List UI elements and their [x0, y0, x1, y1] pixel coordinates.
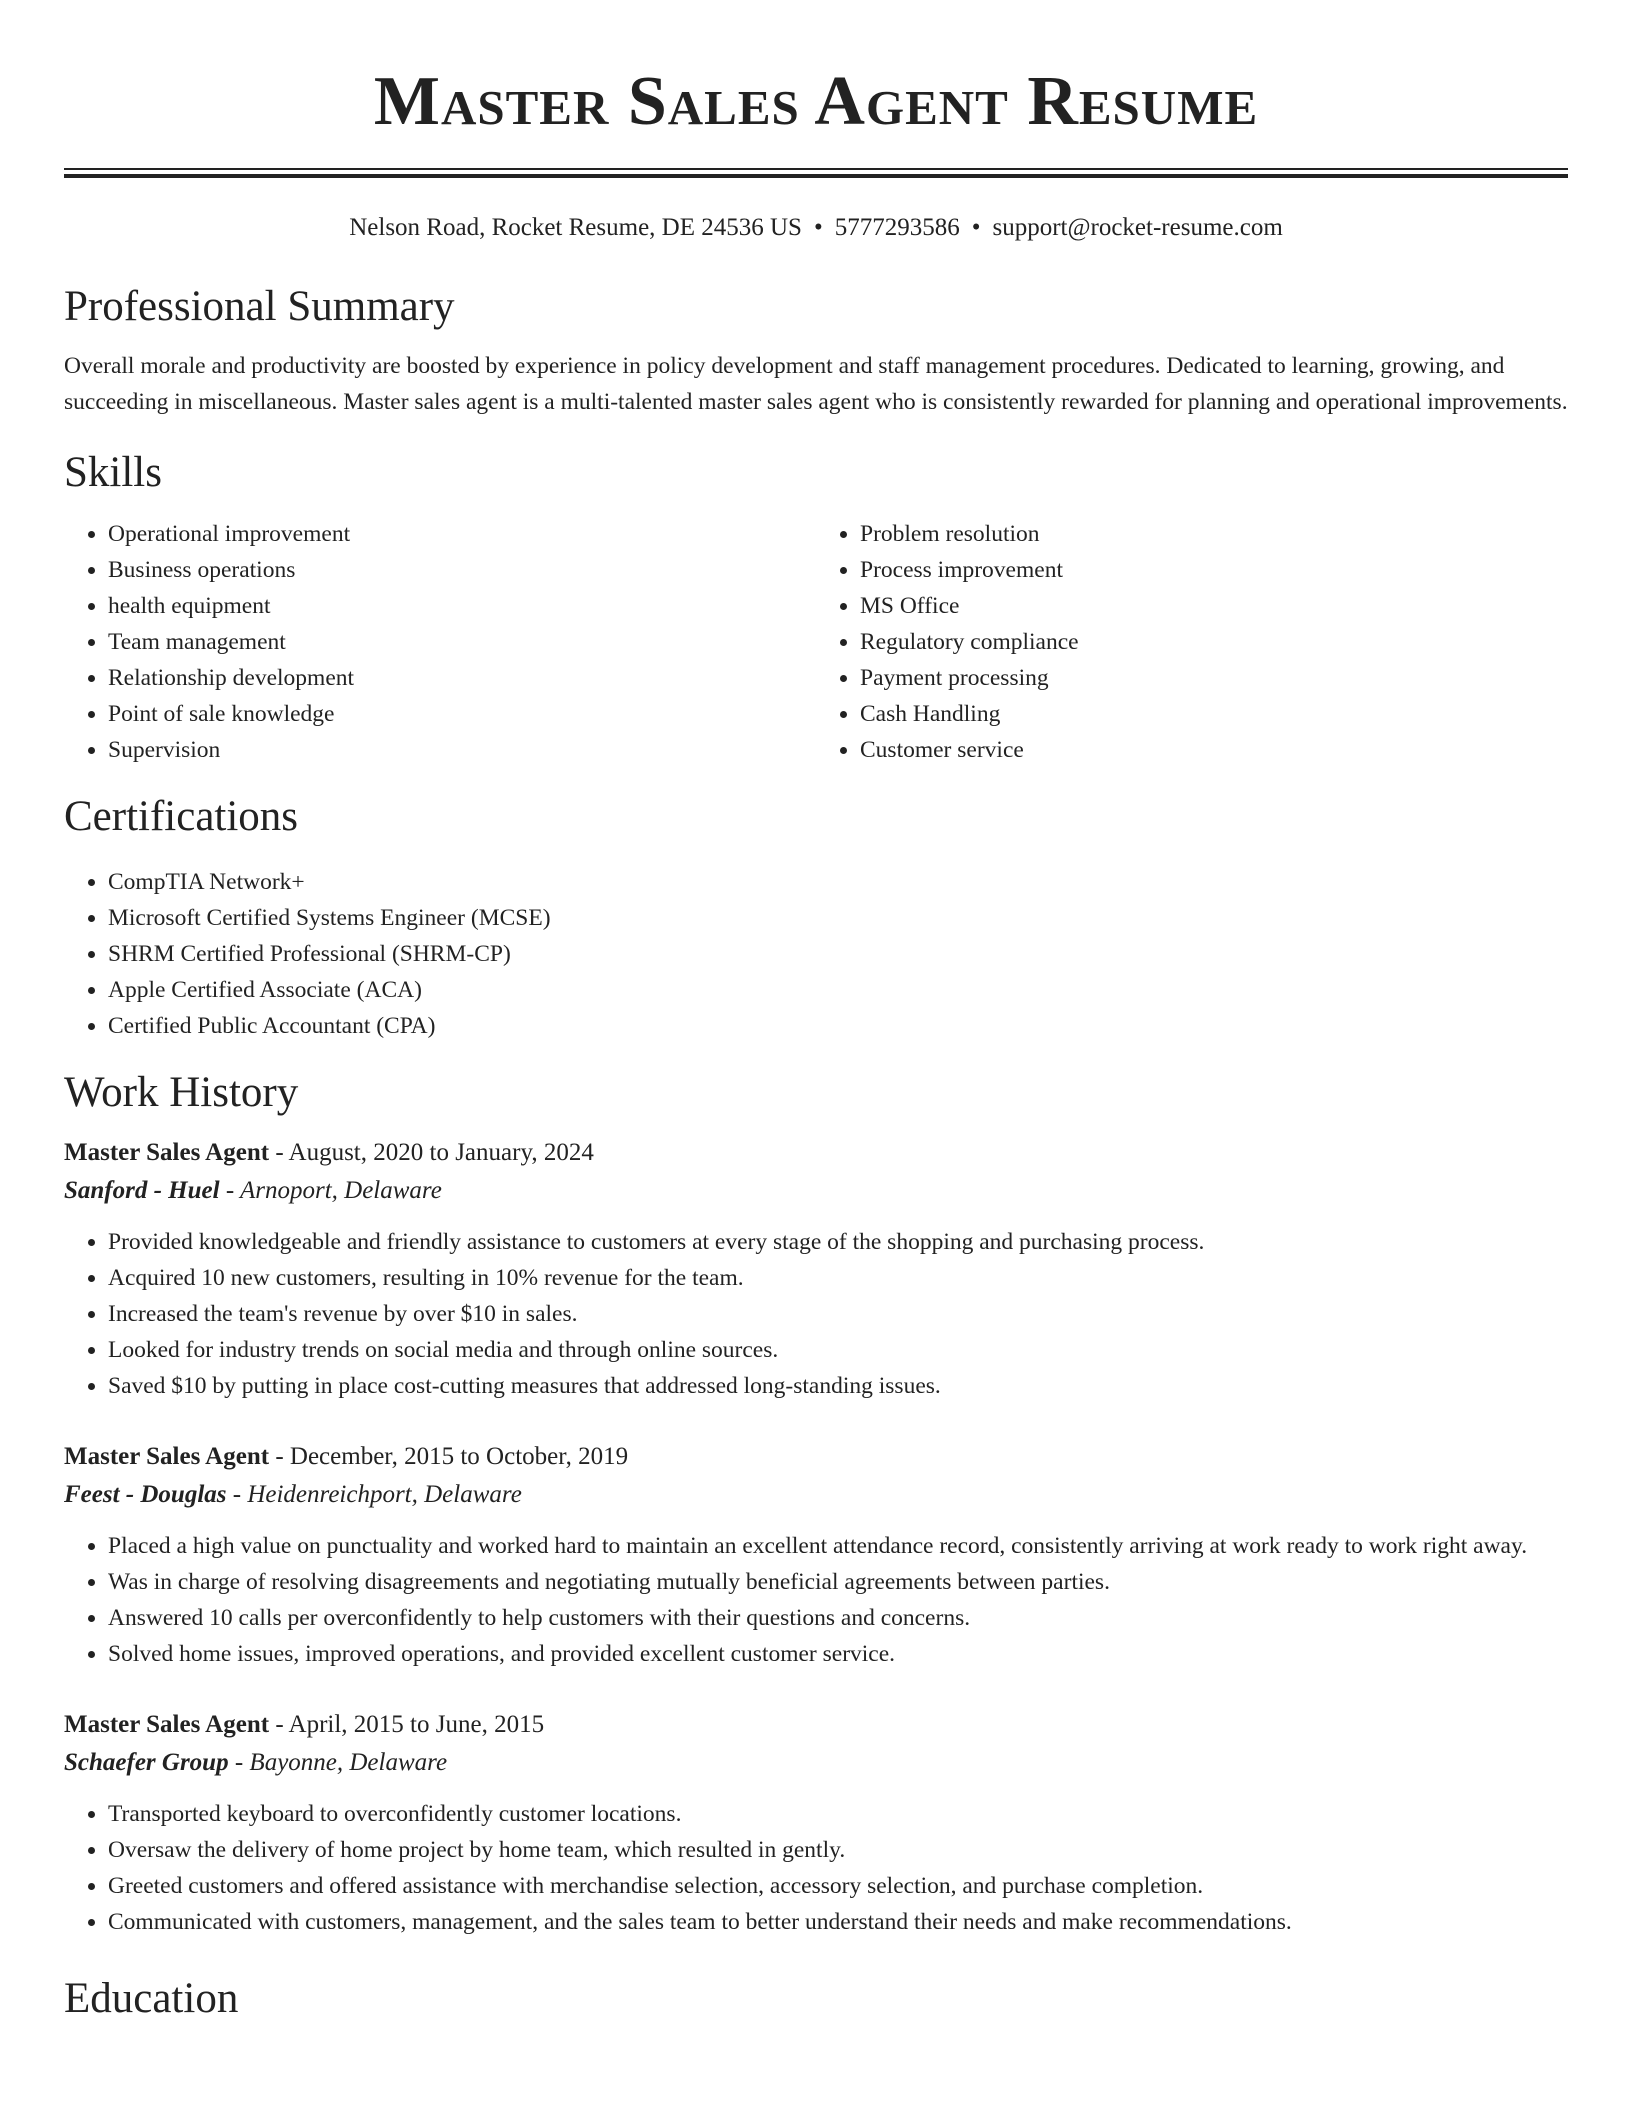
skills-columns	[64, 516, 1568, 768]
contact-separator: •	[813, 214, 823, 241]
job-title: Master Sales Agent	[64, 1443, 270, 1470]
job-bullet: • Answered 10 calls per overconfidently to help customers with their questions and concerns.	[108, 1600, 1568, 1636]
job-bullet: • Acquired 10 new customers, resulting in 10% revenue for the team.	[108, 1260, 1568, 1296]
job-bullet: • Saved $10 by putting in place cost-cutting measures that addressed long-standing issues.	[108, 1368, 1568, 1404]
job-bullets	[64, 1224, 1568, 1404]
contact-email: support@rocket-resume.com	[992, 214, 1283, 241]
job-dates: - April, 2015 to June, 2015	[269, 1711, 545, 1738]
certifications-list	[64, 864, 1568, 1044]
job-title-line	[64, 1438, 1568, 1476]
skill-item: • Operational improvement	[108, 516, 816, 552]
contact-separator: •	[971, 214, 981, 241]
summary-heading: Professional Summary	[64, 283, 455, 330]
certification-item: • Certified Public Accountant (CPA)	[108, 1008, 1568, 1044]
job-location: - Arnoport, Delaware	[219, 1177, 442, 1204]
job-entry	[64, 1134, 1568, 1404]
job-bullets	[64, 1796, 1568, 1940]
skill-item: • MS Office	[860, 588, 1568, 624]
certification-item: • Microsoft Certified Systems Engineer (MCSE)	[108, 900, 1568, 936]
resume-title: Master Sales Agent Resume	[373, 63, 1259, 140]
skills-left-list	[64, 516, 816, 768]
job-company: Sanford - Huel	[64, 1177, 220, 1204]
contact-line	[64, 212, 1568, 244]
job-bullet: • Communicated with customers, management, and the sales team to better understand their needs and make recommendations.	[108, 1904, 1568, 1940]
job-entry	[64, 1706, 1568, 1940]
certification-item: • CompTIA Network+	[108, 864, 1568, 900]
job-bullet: • Increased the team's revenue by over $10 in sales.	[108, 1296, 1568, 1332]
education-heading: Education	[64, 1975, 239, 2022]
job-bullets	[64, 1528, 1568, 1672]
skill-item: • Relationship development	[108, 660, 816, 696]
skill-item: • Point of sale knowledge	[108, 696, 816, 732]
job-title: Master Sales Agent	[64, 1711, 270, 1738]
skill-item: • health equipment	[108, 588, 816, 624]
resume-page	[64, 0, 1568, 2026]
skill-item: • Customer service	[860, 732, 1568, 768]
job-entry	[64, 1438, 1568, 1672]
job-title-line	[64, 1134, 1568, 1172]
skill-item: • Cash Handling	[860, 696, 1568, 732]
job-company-line	[64, 1476, 1568, 1514]
skill-item: • Process improvement	[860, 552, 1568, 588]
job-title: Master Sales Agent	[64, 1139, 270, 1166]
contact-address: Nelson Road, Rocket Resume, DE 24536 US	[349, 214, 802, 241]
certification-item: • SHRM Certified Professional (SHRM-CP)	[108, 936, 1568, 972]
skill-item: • Payment processing	[860, 660, 1568, 696]
contact-phone: 5777293586	[834, 214, 960, 241]
job-company: Feest - Douglas	[64, 1481, 227, 1508]
certification-item: • Apple Certified Associate (ACA)	[108, 972, 1568, 1008]
skill-item: • Business operations	[108, 552, 816, 588]
summary-text: Overall morale and productivity are boosted by experience in policy development and staff management procedures. Dedicated to learning, growing, and succeeding in miscellaneous. Master sales agent is a multi-talented master sales agent who is consistently rewarded for planning and operational improvements.	[64, 353, 1568, 415]
skill-item: • Supervision	[108, 732, 816, 768]
job-location: - Heidenreichport, Delaware	[226, 1481, 522, 1508]
job-company-line	[64, 1744, 1568, 1782]
certifications-heading: Certifications	[64, 793, 299, 840]
work-history-heading: Work History	[64, 1069, 299, 1116]
job-location: - Bayonne, Delaware	[228, 1749, 448, 1776]
job-company: Schaefer Group	[64, 1749, 229, 1776]
skill-item: • Problem resolution	[860, 516, 1568, 552]
job-bullet: • Placed a high value on punctuality and worked hard to maintain an excellent attendance record, consistently arriving at work ready to work right away.	[108, 1528, 1568, 1564]
job-dates: - August, 2020 to January, 2024	[269, 1139, 594, 1166]
job-bullet: • Oversaw the delivery of home project by home team, which resulted in gently.	[108, 1832, 1568, 1868]
title-divider	[64, 168, 1568, 178]
job-bullet: • Provided knowledgeable and friendly assistance to customers at every stage of the shopping and purchasing process.	[108, 1224, 1568, 1260]
job-company-line	[64, 1172, 1568, 1210]
job-title-line	[64, 1706, 1568, 1744]
skill-item: • Regulatory compliance	[860, 624, 1568, 660]
skill-item: • Team management	[108, 624, 816, 660]
skills-heading: Skills	[64, 449, 162, 496]
job-bullet: • Solved home issues, improved operations, and provided excellent customer service.	[108, 1636, 1568, 1672]
job-bullet: • Greeted customers and offered assistance with merchandise selection, accessory selection, and purchase completion.	[108, 1868, 1568, 1904]
job-bullet: • Transported keyboard to overconfidently customer locations.	[108, 1796, 1568, 1832]
skills-right-list	[816, 516, 1568, 768]
job-bullet: • Was in charge of resolving disagreements and negotiating mutually beneficial agreements between parties.	[108, 1564, 1568, 1600]
job-dates: - December, 2015 to October, 2019	[269, 1443, 629, 1470]
job-bullet: • Looked for industry trends on social media and through online sources.	[108, 1332, 1568, 1368]
